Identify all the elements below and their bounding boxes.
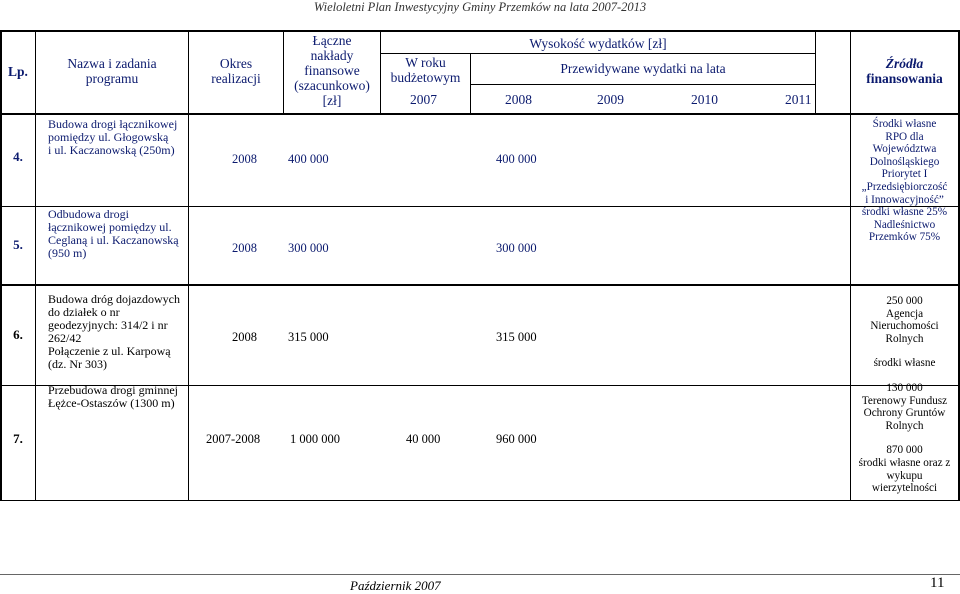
row-lp: 7. [13,431,23,446]
row-name-line: Przebudowa drogi gminnej [48,383,178,397]
row-sources [851,295,958,370]
row-sources [851,206,958,244]
row-source-line: Agencja [885,307,924,320]
row-source-line: RPO dla [885,130,924,143]
row-name-line: pomiędzy ul. Głogowską [48,130,169,144]
row-sources [851,382,958,495]
row-name [48,208,179,260]
row-year-value: 300 000 [496,241,537,255]
row-name-line: 262/42 [48,331,82,345]
row-source-line: wierzytelności [871,482,938,495]
header-cost-line5: [zł] [322,93,342,108]
row-name-line: (950 m) [48,246,87,260]
header-spending: Wysokość wydatków [zł] [529,36,667,51]
header-period-line1: Okres [219,56,253,71]
row-source-line: Dolnośląskiego [869,155,940,168]
row-cost: 300 000 [288,241,329,255]
row-source-line: Priorytet I [881,168,928,181]
header-cost [284,33,380,108]
row-lp: 6. [13,327,23,342]
header-cost-line4: (szacunkowo) [294,78,370,93]
header-year-2007: 2007 [410,92,437,107]
row-source-line: środki własne oraz z [858,456,951,469]
row-source-line: i Innowacyjność” [865,193,944,206]
row-source-line: środki własne [873,357,936,370]
row-cost: 315 000 [288,330,329,344]
page-number: 11 [930,575,945,591]
footer-rule [0,574,960,575]
row-source-line: środki własne 25% [861,206,948,218]
row-name-line: Łężce-Ostaszów (1300 m) [48,396,175,410]
row-name-line: geodezyjnych: 314/2 i nr [48,318,168,332]
row-period: 2008 [232,152,257,166]
row-source-line: Nadleśnictwo [873,218,936,231]
row-name-line: Budowa dróg dojazdowych [48,292,180,306]
header-name [36,56,188,86]
row-source-line: wykupu [886,469,923,482]
header-year-2010: 2010 [691,92,718,107]
row-sources [851,118,958,206]
header-year-2011: 2011 [785,92,812,107]
header-forecast: Przewidywane wydatki na lata [560,61,726,76]
row-source-line: Ochrony Gruntów [863,407,946,420]
row-source-line: 250 000 [886,295,923,307]
row-name [48,118,177,157]
row-period: 2007-2008 [206,432,261,446]
header-cost-line2: nakłady [310,48,354,63]
row-name-line: łącznikowej pomiędzy ul. [48,220,172,234]
row-cost: 1 000 000 [290,432,340,446]
row-source-line: Rolnych [885,419,924,432]
header-budget-year-line1: W roku [405,55,446,70]
row-lp: 5. [13,237,23,252]
row-year-value: 400 000 [496,152,537,166]
row-source-line: Środki własne [872,118,937,130]
row-name-line: Budowa drogi łącznikowej [48,117,178,131]
row-source-line: Terenowy Fundusz [861,394,948,407]
row-source-line: Nieruchomości [870,320,939,333]
header-budget-year [381,55,470,85]
header-budget-year-line2: budżetowym [390,70,461,85]
row-source-line: Rolnych [885,332,924,345]
row-source-line: Przemków 75% [868,231,941,244]
row-lp: 4. [13,149,23,164]
header-period [189,56,283,86]
row-source-line: „Przedsiębiorczość [861,180,948,193]
row-name-line: i ul. Kaczanowską (250m) [48,143,175,157]
row-name-line: Ceglaną i ul. Kaczanowską [48,233,179,247]
row-period: 2008 [232,330,257,344]
row-source-spacer [851,345,958,357]
header-cost-line3: finansowe [304,63,360,78]
row-source-line: Województwa [872,143,937,156]
row-year-value-2008: 960 000 [496,432,537,446]
footer-date: Październik 2007 [350,578,441,593]
row-source-line: 870 000 [886,444,923,457]
row-name [48,384,178,410]
header-sources [851,56,958,86]
header-sources-line1: Źródła [885,56,924,71]
header-year-2008: 2008 [505,92,532,107]
row-year-value: 315 000 [496,330,537,344]
row-year-value-2007: 40 000 [406,432,441,446]
header-sources-line2: finansowania [866,71,943,86]
row-name-line: Połączenie z ul. Karpową [48,344,171,358]
header-period-line2: realizacji [211,71,261,86]
row-period: 2008 [232,241,257,255]
row-name-line: Odbudowa drogi [48,207,129,221]
header-name-line1: Nazwa i zadania [67,56,157,71]
document-header: Wieloletni Plan Inwestycyjny Gminy Przemków na lata 2007-2013 [313,0,647,14]
row-source-line: 130 000 [886,382,923,394]
header-year-2009: 2009 [597,92,624,107]
row-cost: 400 000 [288,152,329,166]
row-source-spacer [851,432,958,444]
row-name-line: do działek o nr [48,305,120,319]
row-name-line: (dz. Nr 303) [48,357,107,371]
row-name [48,293,180,371]
header-lp: Lp. [8,64,28,79]
header-cost-line1: Łączne [312,33,352,48]
header-name-line2: programu [85,71,139,86]
